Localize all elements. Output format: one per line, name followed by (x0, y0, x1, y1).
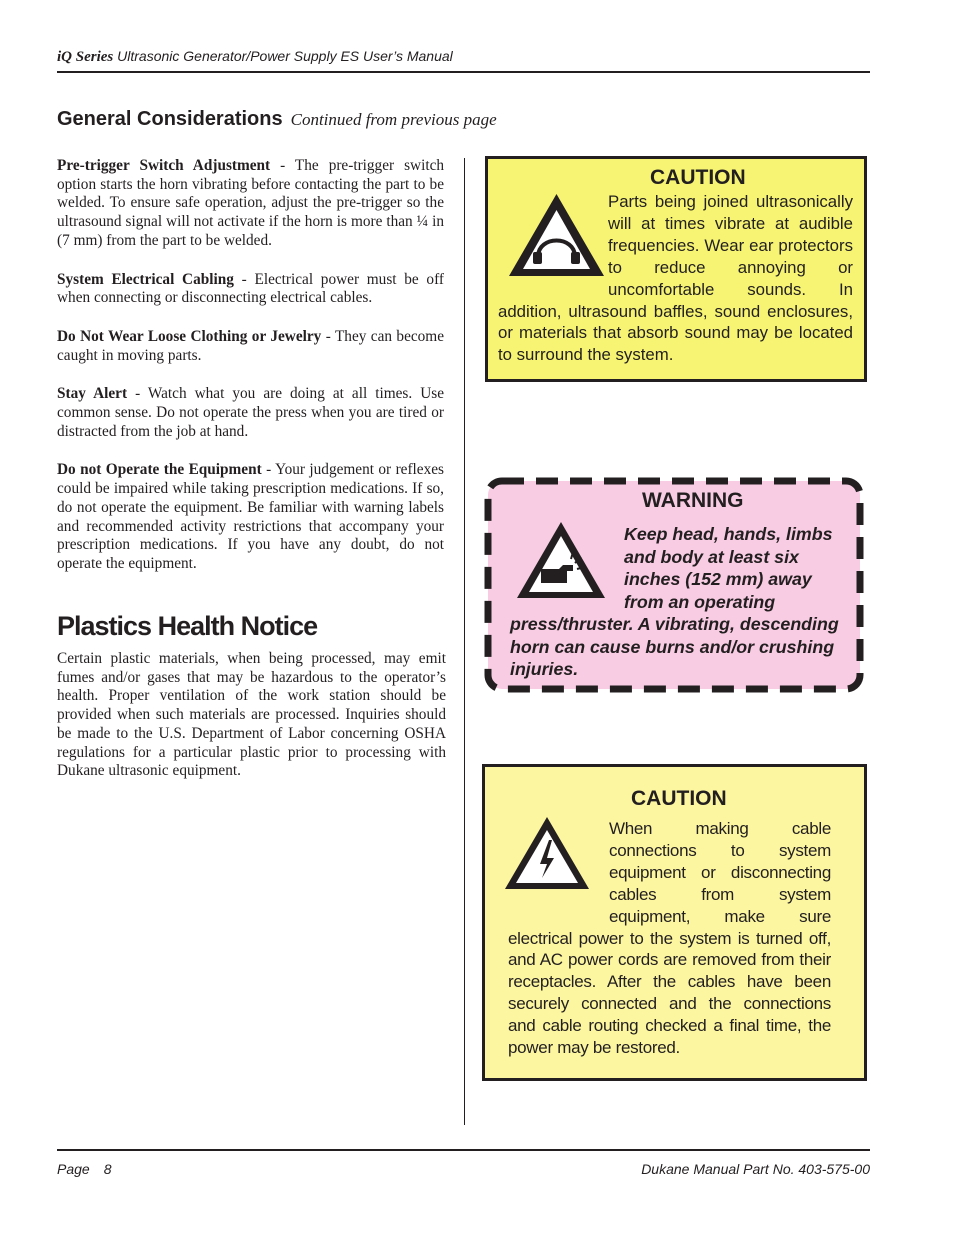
item-label: Do not Operate the Equipment (57, 461, 262, 479)
caution-text: Parts being joined ultrasonically will at times vibrate at audible frequencies. Wear ear protectors to reduce annoying or uncomfortable sounds. In addition, ultrasound baffles, sound enclosures, or materials that absorb sound may be located to surround the system. (498, 192, 853, 365)
manual-title: Ultrasonic Generator/Power Supply ES User’s Manual (117, 48, 453, 64)
item-text: - Watch what you are doing at all times. Use common sense. Do not operate the press when you are tired or distracted from the job at hand. (57, 385, 444, 440)
page-number: 8 (103, 1161, 112, 1177)
manual-part-number: Dukane Manual Part No. 403-575-00 (641, 1161, 870, 1177)
consideration-item (57, 271, 444, 308)
item-label: Stay Alert (57, 385, 128, 403)
caution-title: CAUTION (631, 787, 727, 810)
plastics-body: Certain plastic materials, when being processed, may emit fumes and/or gases that may be hazardous to the operator’s health. Proper ventilation of the work station should be provided when such materials are processed. Inquiries should be made to the U.S. Department of Labor concerning OSHA regulations for a particular plastic prior to processing with Dukane ultrasonic equipment. (57, 650, 446, 780)
consideration-item (57, 461, 444, 573)
warning-title: WARNING (642, 489, 744, 512)
caution-text: When making cable connections to system equipment or disconnecting cables from system equipment, make sure electrical power to the system is turned off, and AC power cords are removed from their receptacles. After the cables have been securely connected and the connections and cable routing checked a final time, the power may be restored. (508, 819, 831, 1058)
caution-hearing-box (485, 156, 867, 382)
continued-note: Continued from previous page (290, 110, 497, 129)
warning-text: Keep head, hands, limbs and body at least six inches (152 mm) away from an operating press/thruster. A vibrating, descending horn can cause burns and/or crushing injuries. (510, 524, 839, 679)
consideration-item (57, 385, 444, 441)
page-indicator (57, 1161, 112, 1177)
series-name: iQ Series (57, 49, 114, 65)
item-label: System Electrical Cabling (57, 270, 234, 288)
caution-electrical-box (482, 764, 867, 1081)
item-label: Pre-trigger Switch Adjustment (57, 157, 271, 174)
consideration-item (57, 328, 444, 365)
item-text: - Your judgement or reflexes could be impaired while taking prescription medications. If so, do not operate the equipment. Be familiar with warning labels and recommended activity restrictions that accompany your prescription medications. If you have any doubt, do not operate the equipment. (57, 461, 444, 572)
warning-press-box (484, 477, 864, 693)
item-text: - They can become caught in moving parts. (57, 327, 444, 364)
header-rule (57, 71, 870, 73)
caution-title: CAUTION (650, 166, 746, 189)
item-text: - Electrical power must be off when connecting or disconnecting electrical cables. (57, 270, 444, 307)
item-label: Do Not Wear Loose Clothing or Jewelry (57, 327, 322, 345)
column-divider (464, 158, 465, 1125)
section-title: General Considerations (57, 108, 283, 130)
considerations-list (57, 157, 444, 594)
item-text: - The pre-trigger switch option starts the horn vibrating before contacting the part to be welded. To ensure safe operation, adjust the pre-trigger so the ultrasound signal will not activate if the horn is more than ¼ in (7 mm) from the part to be welded. (57, 157, 445, 249)
consideration-item (57, 157, 444, 251)
running-header (57, 48, 869, 66)
plastics-heading: Plastics Health Notice (57, 611, 318, 641)
page-label: Page (57, 1161, 90, 1177)
section-heading (57, 108, 497, 131)
footer-rule (57, 1149, 870, 1151)
